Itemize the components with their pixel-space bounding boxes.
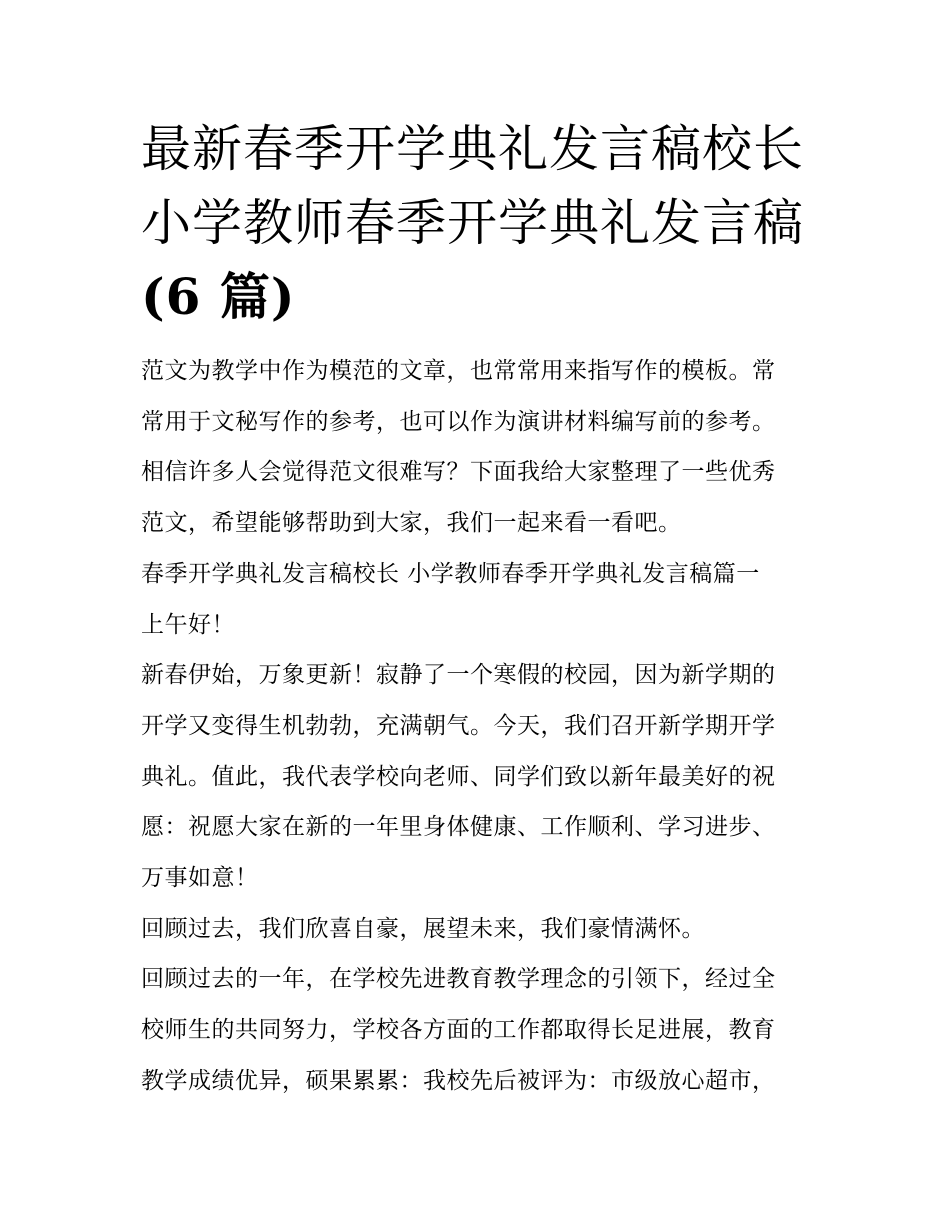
document-body <box>141 346 821 1107</box>
text-line: 典礼。值此，我代表学校向老师、同学们致以新年最美好的祝 <box>141 763 776 790</box>
paragraph-review <box>141 904 821 955</box>
text-line: 回顾过去的一年，在学校先进教育教学理念的引领下，经过全 <box>141 966 776 993</box>
text-line: 上午好！ <box>141 611 235 638</box>
text-line: 春季开学典礼发言稿校长 小学教师春季开学典礼发言稿篇一 <box>141 560 760 587</box>
text-line: 教学成绩优异，硕果累累：我校先后被评为：市级放心超市， <box>141 1067 776 1094</box>
title-line: 小学教师春季开学典礼发言稿 <box>141 194 804 252</box>
title-line: 最新春季开学典礼发言稿校长 <box>141 120 804 178</box>
text-line: 范文，希望能够帮助到大家，我们一起来看一看吧。 <box>141 510 682 537</box>
document-page <box>141 112 821 1107</box>
paragraph-new-spring <box>141 650 821 904</box>
paragraph-intro <box>141 346 821 549</box>
text-line: 相信许多人会觉得范文很难写？下面我给大家整理了一些优秀 <box>141 459 776 486</box>
text-line: 万事如意！ <box>141 865 259 892</box>
document-title <box>141 112 821 334</box>
text-line: 范文为教学中作为模范的文章，也常常用来指写作的模板。常 <box>141 358 776 384</box>
text-line: 愿：祝愿大家在新的一年里身体健康、工作顺利、学习进步、 <box>141 814 776 841</box>
text-line: 开学又变得生机勃勃，充满朝气。今天，我们召开新学期开学 <box>141 712 776 739</box>
paragraph-past-year <box>141 954 821 1106</box>
text-line: 回顾过去，我们欣喜自豪，展望未来，我们豪情满怀。 <box>141 915 705 942</box>
text-line: 新春伊始，万象更新！寂静了一个寒假的校园，因为新学期的 <box>141 662 776 689</box>
paragraph-greeting <box>141 600 821 651</box>
section-heading <box>141 549 821 600</box>
text-line: 校师生的共同努力，学校各方面的工作都取得长足进展，教育 <box>141 1017 776 1044</box>
text-line: 常用于文秘写作的参考，也可以作为演讲材料编写前的参考。 <box>141 408 776 435</box>
title-line: (6 篇) <box>141 267 296 326</box>
